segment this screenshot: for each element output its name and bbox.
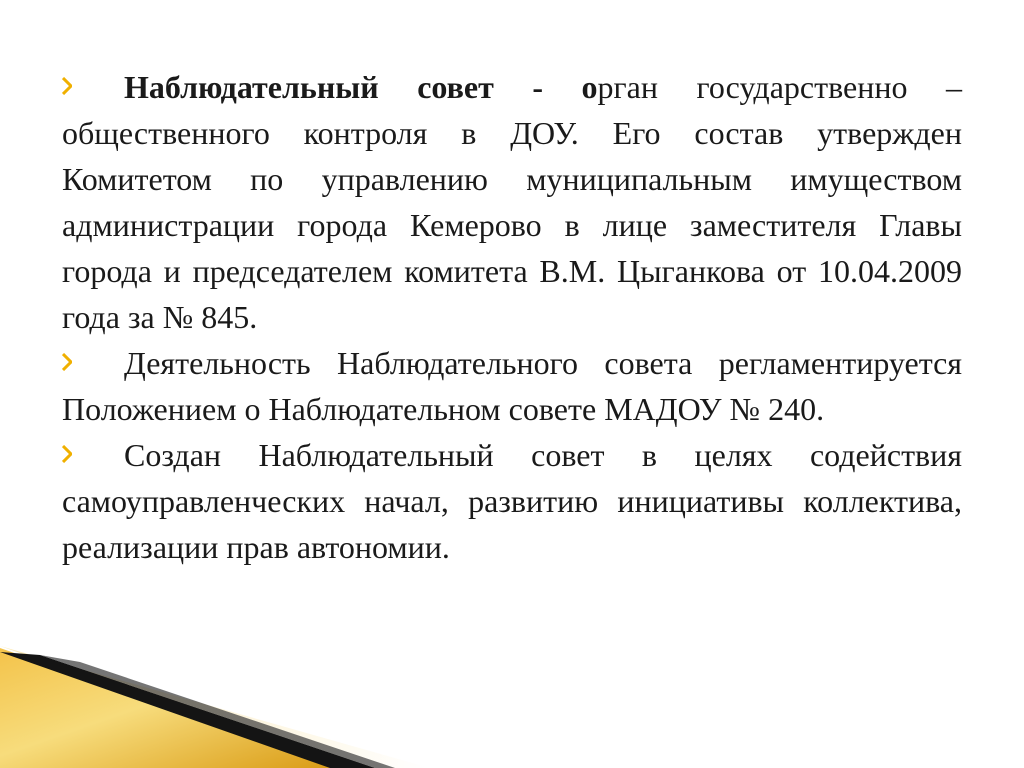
text-content bbox=[62, 64, 962, 570]
paragraph-1-body: государственно – общественного контроля в ДОУ. Его состав утвержден Комитетом по управлению муниципальным имуществом администрации города Кемерово в лице заместителя Главы города и председателем комитета В.М. Цыганкова от 10.04.2009 года за № 845. bbox=[62, 69, 962, 335]
paragraph-1-rest-first: рган bbox=[597, 69, 658, 105]
paragraph-1-title: Наблюдательный совет bbox=[124, 69, 494, 105]
paragraph-1-o-letter: о bbox=[581, 69, 598, 105]
paragraph-3-text: Создан Наблюдательный совет в целях содействия самоуправленческих начал, развитию инициативы коллектива, реализации прав автономии. bbox=[62, 437, 962, 565]
chevron-right-icon bbox=[62, 444, 124, 466]
paragraph-1 bbox=[62, 64, 962, 340]
paragraph-3 bbox=[62, 432, 962, 570]
chevron-right-icon bbox=[62, 76, 124, 98]
chevron-right-icon bbox=[62, 352, 124, 374]
paragraph-1-dash: - bbox=[532, 69, 544, 105]
paragraph-2 bbox=[62, 340, 962, 432]
paragraph-2-text: Деятельность Наблюдательного совета регламентируется Положением о Наблюдательном совете МАДОУ № 240. bbox=[62, 345, 962, 427]
